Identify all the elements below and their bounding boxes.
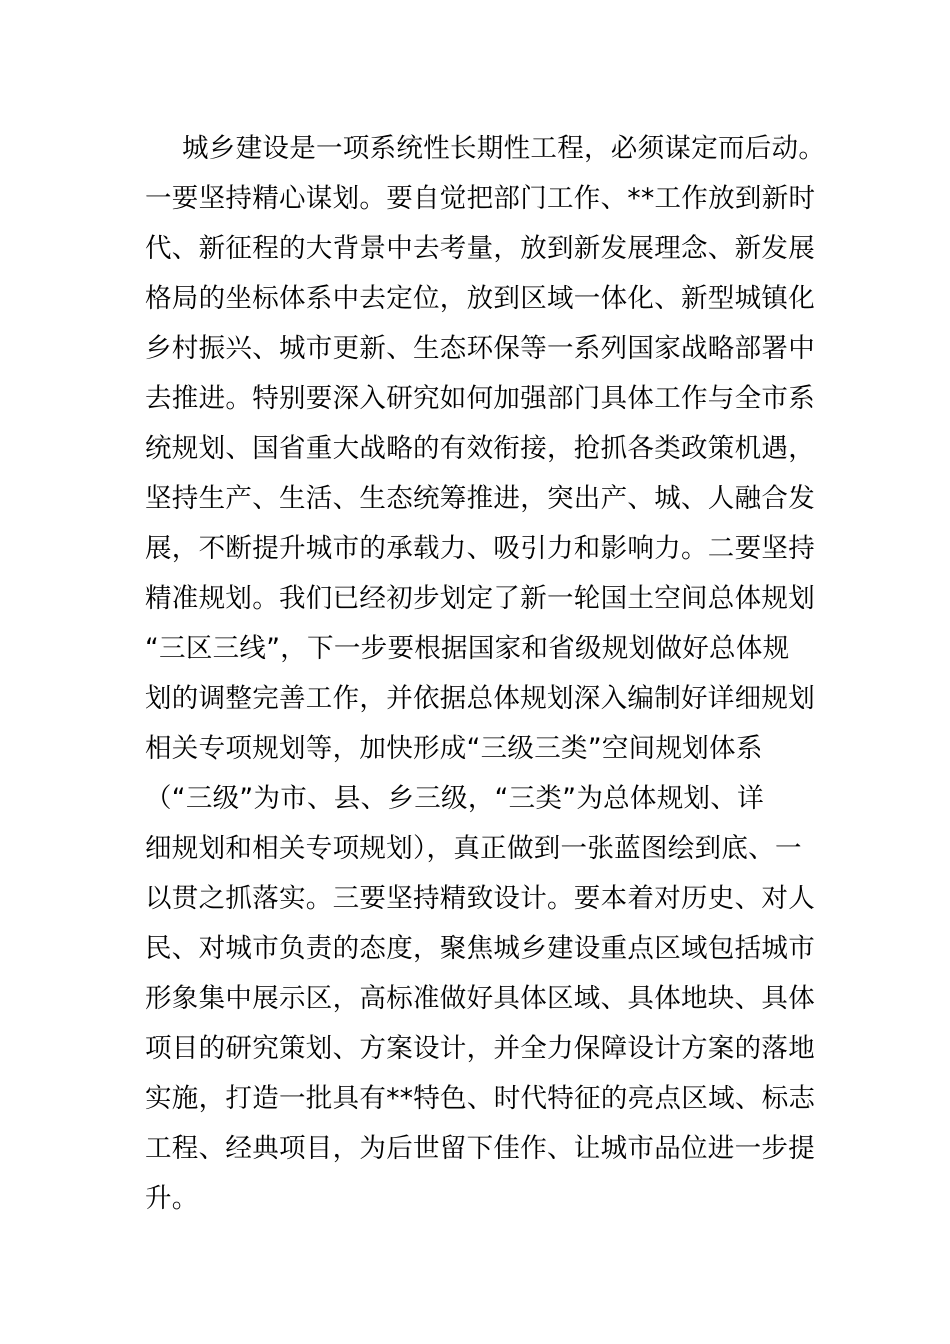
paragraph-line: 去推进。特别要深入研究如何加强部门具体工作与全市系	[145, 383, 815, 414]
paragraph-line: “三区三线”，下一步要根据国家和省级规划做好总体规	[145, 633, 790, 664]
paragraph-line: 展，不断提升城市的承载力、吸引力和影响力。二要坚持	[145, 533, 815, 564]
paragraph-line: 工程、经典项目，为后世留下佳作、让城市品位进一步提	[145, 1133, 815, 1164]
paragraph-line: 城乡建设是一项系统性长期性工程，必须谋定而后动。	[182, 133, 826, 164]
paragraph-line: 细规划和相关专项规划），真正做到一张蓝图绘到底、一	[145, 833, 802, 864]
paragraph-line: 项目的研究策划、方案设计，并全力保障设计方案的落地	[145, 1033, 815, 1064]
paragraph-line: （“三级”为市、县、乡三级，“三类”为总体规划、详	[145, 783, 764, 814]
body-paragraph	[145, 124, 825, 1224]
paragraph-line: 一要坚持精心谋划。要自觉把部门工作、**工作放到新时	[145, 183, 816, 214]
paragraph-line: 精准规划。我们已经初步划定了新一轮国土空间总体规划	[145, 583, 815, 614]
paragraph-line: 民、对城市负责的态度，聚焦城乡建设重点区域包括城市	[145, 933, 815, 964]
paragraph-line: 乡村振兴、城市更新、生态环保等一系列国家战略部署中	[145, 333, 815, 364]
paragraph-line: 形象集中展示区，高标准做好具体区域、具体地块、具体	[145, 983, 815, 1014]
paragraph-line: 划的调整完善工作，并依据总体规划深入编制好详细规划	[145, 683, 815, 714]
paragraph-line: 升。	[145, 1183, 199, 1214]
paragraph-line: 坚持生产、生活、生态统筹推进，突出产、城、人融合发	[145, 483, 815, 514]
paragraph-line: 相关专项规划等，加快形成“三级三类”空间规划体系	[145, 733, 763, 764]
paragraph-line: 代、新征程的大背景中去考量，放到新发展理念、新发展	[145, 233, 815, 264]
paragraph-line: 统规划、国省重大战略的有效衔接，抢抓各类政策机遇，	[145, 433, 815, 464]
paragraph-line: 格局的坐标体系中去定位，放到区域一体化、新型城镇化	[145, 283, 815, 314]
paragraph-line: 实施，打造一批具有**特色、时代特征的亮点区域、标志	[145, 1083, 816, 1114]
paragraph-line: 以贯之抓落实。三要坚持精致设计。要本着对历史、对人	[145, 883, 815, 914]
